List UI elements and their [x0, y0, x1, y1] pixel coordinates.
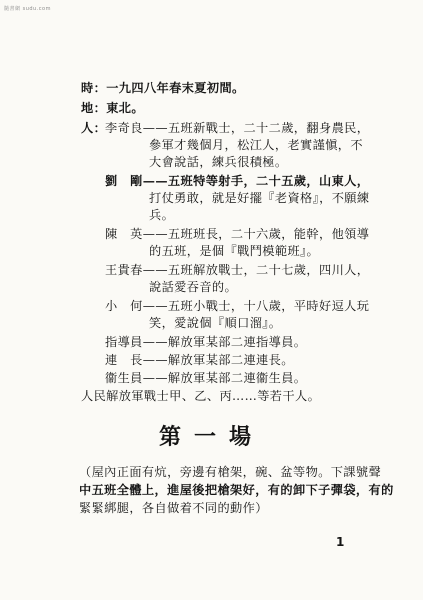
character-line: 參軍才幾個月，松江人，老實謹愼，不	[149, 138, 363, 152]
character-line: 衞生員——解放軍某部二連衞生員。	[105, 371, 307, 385]
character-line: 說話愛吞音的。	[149, 280, 238, 294]
character-line: 劉 剛——五班特等射手，二十五歲，山東人，	[105, 174, 370, 188]
character-line: 小 何——五班小戰士，十八歲，平時好逗人玩	[105, 299, 370, 313]
watermark-corner-text: 隨書網 sudu.com	[4, 6, 51, 12]
time-line	[81, 80, 245, 96]
stage-direction-line: 中五班全體上，進屋後把槍架好，有的卸下子彈袋，有的	[79, 483, 394, 497]
character-line: 的五班，是個『戰鬥模範班』。	[149, 244, 320, 258]
place-line	[81, 100, 144, 116]
scene-title: 第一場	[158, 424, 264, 450]
time-label: 時：	[81, 81, 107, 95]
character-line: 打仗勇敢，就是好擺『老資格』，不願練	[149, 191, 370, 205]
character-line: 人民解放軍戰士甲、乙、丙……等若干人。	[81, 389, 321, 403]
character-line: 大會說話，練兵很積極。	[149, 155, 288, 169]
stage-direction-line: 緊緊綁腿，各自做着不同的動作）	[79, 501, 268, 515]
stage-direction-line: （屋內正面有炕，旁邊有槍架，碗、盆等物。下課號聲	[79, 465, 382, 479]
character-line: 連 長——解放軍某部二連連長。	[105, 353, 294, 367]
character-line: 李奇良——五班新戰士，二十二歲，翻身農民，	[105, 121, 370, 135]
character-line: 王貴春——五班解放戰士，二十七歲，四川人，	[105, 263, 370, 277]
page-number: 1	[336, 535, 345, 549]
time-value: 一九四八年春末夏初間。	[106, 81, 245, 95]
character-line: 笑，愛說個『順口溜』。	[149, 316, 282, 330]
character-line: 兵。	[149, 208, 175, 222]
character-line: 指導員——解放軍某部二連指導員。	[105, 335, 307, 349]
character-line: 陳 英——五班班長，二十六歲，能幹，他領導	[105, 227, 370, 241]
place-label: 地：	[81, 101, 107, 115]
people-label: 人：	[81, 121, 107, 135]
place-value: 東北。	[106, 101, 144, 115]
